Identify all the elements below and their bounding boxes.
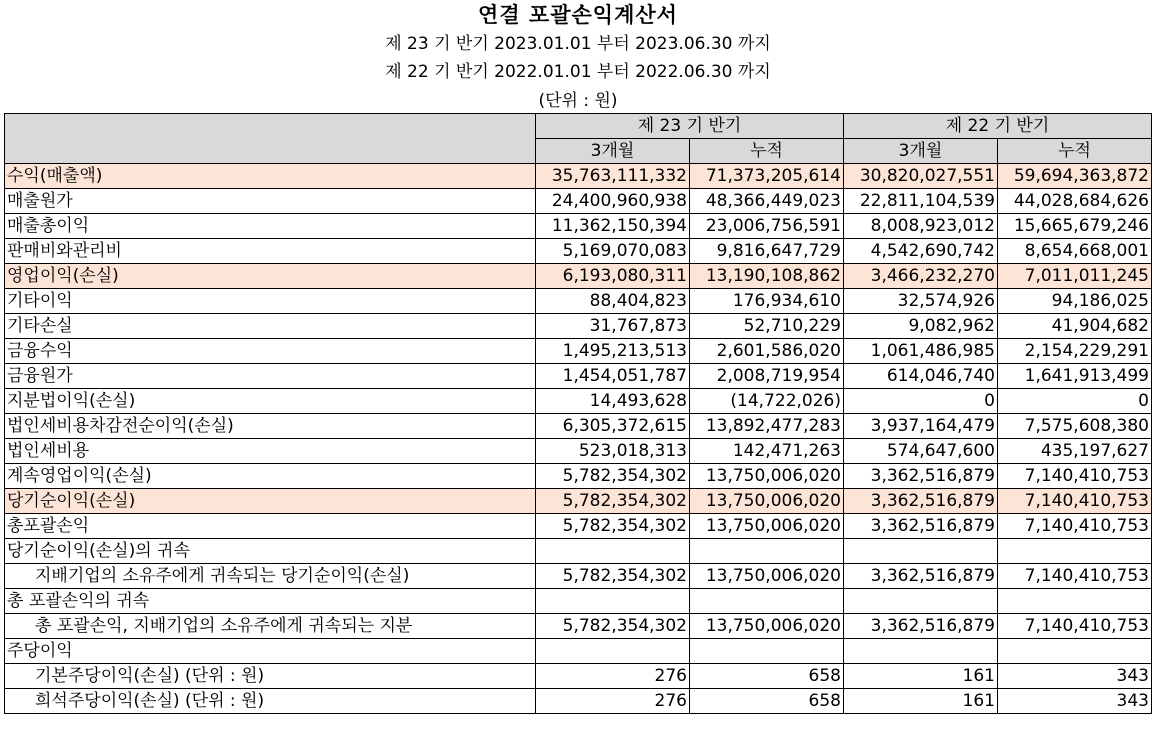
value-cell [536,639,690,664]
value-cell: 14,493,628 [536,389,690,414]
table-row [5,289,1152,314]
value-cell: 13,750,006,020 [690,614,844,639]
value-cell: 6,305,372,615 [536,414,690,439]
value-cell: 3,937,164,479 [844,414,998,439]
value-cell: 35,763,111,332 [536,164,690,189]
value-cell [844,539,998,564]
value-cell: (14,722,026) [690,389,844,414]
value-cell: 3,466,232,270 [844,264,998,289]
table-row [5,689,1152,714]
value-cell: 3,362,516,879 [844,564,998,589]
value-cell: 343 [998,664,1152,689]
value-cell: 13,190,108,862 [690,264,844,289]
value-cell: 1,495,213,513 [536,339,690,364]
period-current: 제 23 기 반기 2023.01.01 부터 2023.06.30 까지 [385,34,771,54]
table-row [5,414,1152,439]
value-cell: 7,140,410,753 [998,489,1152,514]
row-label: 당기순이익(손실)의 귀속 [5,539,536,564]
value-cell: 13,750,006,020 [690,464,844,489]
row-label: 금융원가 [5,364,536,389]
table-row [5,614,1152,639]
row-label: 지분법이익(손실) [5,389,536,414]
income-statement-table [4,113,1152,714]
value-cell: 7,575,608,380 [998,414,1152,439]
row-label: 판매비와관리비 [5,239,536,264]
period-prior: 제 22 기 반기 2022.01.01 부터 2022.06.30 까지 [385,62,771,82]
table-row [5,539,1152,564]
header-prior-cumulative: 누적 [998,139,1152,164]
value-cell: 161 [844,689,998,714]
value-cell: 52,710,229 [690,314,844,339]
label-header [5,114,536,164]
row-label: 희석주당이익(손실) (단위 : 원) [5,689,536,714]
value-cell: 0 [998,389,1152,414]
row-label: 기타손실 [5,314,536,339]
header-prior-period: 제 22 기 반기 [844,114,1152,139]
value-cell: 71,373,205,614 [690,164,844,189]
table-row [5,664,1152,689]
value-cell: 59,694,363,872 [998,164,1152,189]
table-body [5,164,1152,714]
value-cell: 343 [998,689,1152,714]
report-title: 연결 포괄손익계산서 [478,3,678,27]
value-cell: 23,006,756,591 [690,214,844,239]
table-row [5,264,1152,289]
value-cell: 1,061,486,985 [844,339,998,364]
row-label: 수익(매출액) [5,164,536,189]
row-label: 총 포괄손익의 귀속 [5,589,536,614]
unit-label: (단위 : 원) [538,91,618,111]
value-cell: 11,362,150,394 [536,214,690,239]
value-cell: 13,750,006,020 [690,564,844,589]
table-row [5,589,1152,614]
row-label: 법인세비용차감전순이익(손실) [5,414,536,439]
table-row [5,314,1152,339]
value-cell: 7,140,410,753 [998,614,1152,639]
value-cell [998,589,1152,614]
header-current-3m: 3개월 [536,139,690,164]
value-cell: 614,046,740 [844,364,998,389]
value-cell: 1,641,913,499 [998,364,1152,389]
row-label: 지배기업의 소유주에게 귀속되는 당기순이익(손실) [5,564,536,589]
value-cell: 30,820,027,551 [844,164,998,189]
table-row [5,464,1152,489]
value-cell [844,639,998,664]
table-row [5,339,1152,364]
value-cell [690,589,844,614]
report-header [0,0,1156,112]
table-row [5,239,1152,264]
value-cell: 5,782,354,302 [536,614,690,639]
value-cell: 658 [690,689,844,714]
value-cell: 13,750,006,020 [690,489,844,514]
table-row [5,189,1152,214]
value-cell: 276 [536,689,690,714]
value-cell: 9,816,647,729 [690,239,844,264]
value-cell: 7,011,011,245 [998,264,1152,289]
row-label: 총포괄손익 [5,514,536,539]
value-cell: 7,140,410,753 [998,514,1152,539]
header-current-cumulative: 누적 [690,139,844,164]
header-current-period: 제 23 기 반기 [536,114,844,139]
value-cell: 276 [536,664,690,689]
table-row [5,564,1152,589]
value-cell: 3,362,516,879 [844,489,998,514]
value-cell: 15,665,679,246 [998,214,1152,239]
value-cell: 88,404,823 [536,289,690,314]
value-cell: 41,904,682 [998,314,1152,339]
row-label: 기타이익 [5,289,536,314]
value-cell: 22,811,104,539 [844,189,998,214]
table-row [5,639,1152,664]
value-cell: 5,782,354,302 [536,489,690,514]
value-cell [536,589,690,614]
value-cell: 3,362,516,879 [844,614,998,639]
value-cell [690,539,844,564]
value-cell: 31,767,873 [536,314,690,339]
value-cell: 6,193,080,311 [536,264,690,289]
header-prior-3m: 3개월 [844,139,998,164]
value-cell: 7,140,410,753 [998,564,1152,589]
value-cell: 523,018,313 [536,439,690,464]
value-cell: 2,154,229,291 [998,339,1152,364]
value-cell: 44,028,684,626 [998,189,1152,214]
row-label: 계속영업이익(손실) [5,464,536,489]
value-cell: 13,750,006,020 [690,514,844,539]
row-label: 기본주당이익(손실) (단위 : 원) [5,664,536,689]
table-row [5,439,1152,464]
value-cell: 8,654,668,001 [998,239,1152,264]
value-cell: 13,892,477,283 [690,414,844,439]
value-cell: 8,008,923,012 [844,214,998,239]
value-cell [536,539,690,564]
table-row [5,389,1152,414]
group-header-row [5,114,1152,139]
value-cell [844,589,998,614]
value-cell: 5,782,354,302 [536,514,690,539]
value-cell [998,539,1152,564]
value-cell: 142,471,263 [690,439,844,464]
row-label: 주당이익 [5,639,536,664]
value-cell [998,639,1152,664]
value-cell: 1,454,051,787 [536,364,690,389]
row-label: 총 포괄손익, 지배기업의 소유주에게 귀속되는 지분 [5,614,536,639]
row-label: 매출원가 [5,189,536,214]
row-label: 매출총이익 [5,214,536,239]
table-row [5,164,1152,189]
value-cell: 24,400,960,938 [536,189,690,214]
table-row [5,514,1152,539]
value-cell: 0 [844,389,998,414]
value-cell: 5,169,070,083 [536,239,690,264]
value-cell: 3,362,516,879 [844,464,998,489]
value-cell: 435,197,627 [998,439,1152,464]
value-cell: 5,782,354,302 [536,564,690,589]
table-row [5,364,1152,389]
value-cell: 7,140,410,753 [998,464,1152,489]
value-cell [690,639,844,664]
value-cell: 48,366,449,023 [690,189,844,214]
value-cell: 3,362,516,879 [844,514,998,539]
value-cell: 574,647,600 [844,439,998,464]
value-cell: 658 [690,664,844,689]
value-cell: 4,542,690,742 [844,239,998,264]
table-row [5,489,1152,514]
value-cell: 9,082,962 [844,314,998,339]
value-cell: 161 [844,664,998,689]
value-cell: 2,601,586,020 [690,339,844,364]
value-cell: 5,782,354,302 [536,464,690,489]
value-cell: 2,008,719,954 [690,364,844,389]
row-label: 당기순이익(손실) [5,489,536,514]
table-row [5,214,1152,239]
row-label: 법인세비용 [5,439,536,464]
row-label: 영업이익(손실) [5,264,536,289]
value-cell: 94,186,025 [998,289,1152,314]
row-label: 금융수익 [5,339,536,364]
value-cell: 176,934,610 [690,289,844,314]
value-cell: 32,574,926 [844,289,998,314]
